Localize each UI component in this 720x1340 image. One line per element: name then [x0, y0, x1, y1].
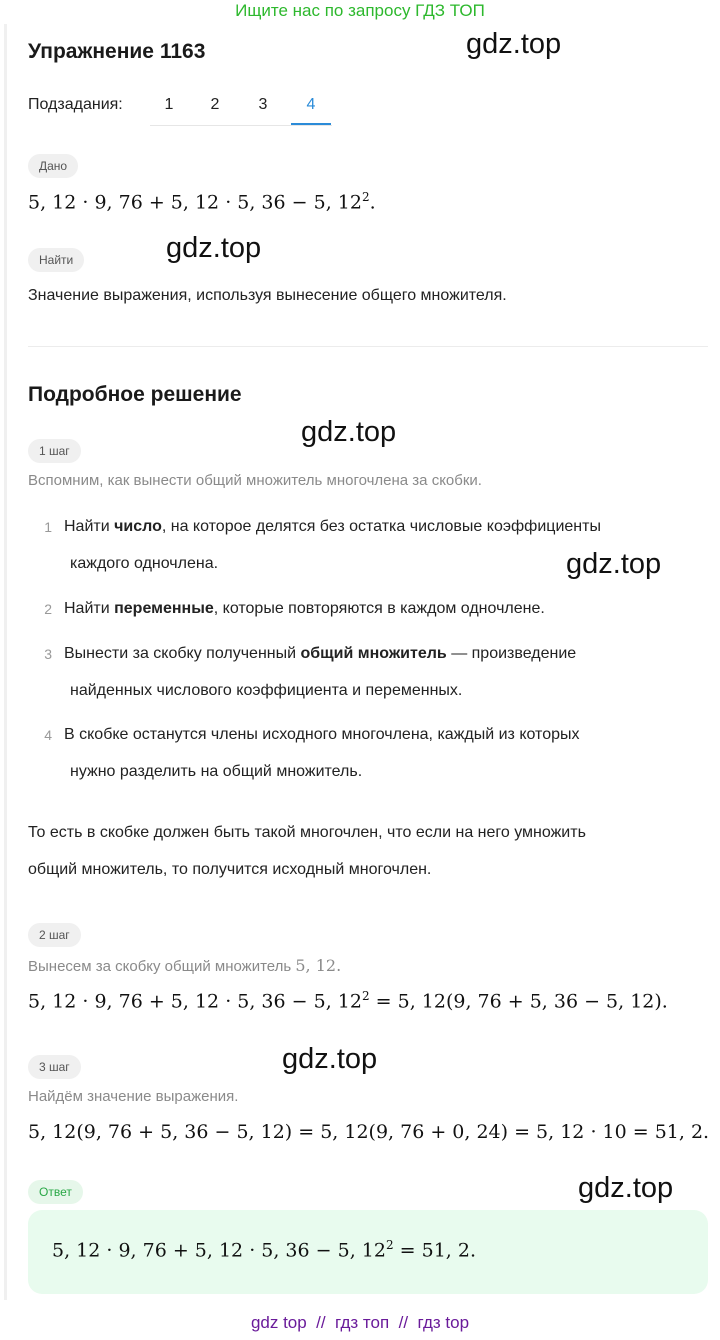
step-2-expression: 5, 12 · 9, 76 + 5, 12 · 5, 36 − 5, $12^2 = 5$, 12(9, 76 + 5, 36 − 5, 12). [28, 989, 668, 1013]
tab-subtask-1[interactable]: 1 [164, 96, 174, 113]
find-badge: Найти [28, 248, 84, 272]
given-badge: Дано [28, 154, 78, 178]
list-item-number: 1 [44, 519, 52, 535]
list-item: Найти переменные, которые повторяются в каждом одночлене. [64, 600, 545, 617]
find-text: Значение выражения, используя вынесение общего множителя. [28, 287, 507, 304]
step-2-badge: 2 шаг [28, 923, 81, 947]
list-item-number: 2 [44, 601, 52, 617]
list-item: Вынести за скобку полученный общий множитель — произведение [64, 645, 577, 662]
step-2-intro: Вынесем за скобку общий множитель 5, 12. [28, 956, 342, 975]
step-3-badge: 3 шаг [28, 1055, 81, 1079]
footer-links[interactable]: gdz top // гдз топ // гдз top [250, 1313, 470, 1332]
step-3-intro: Найдём значение выражения. [28, 1088, 239, 1105]
answer-expression: 5, 12 · 9, 76 + 5, 12 · 5, 36 − 5, $12^2 = 51$, 2. [52, 1238, 476, 1262]
tab-subtask-4[interactable]: 4 [306, 96, 316, 113]
tabs-baseline [150, 125, 332, 126]
given-expression: 5, 12 · 9, 76 + 5, 12 · 5, 36 − 5, $12^2$. [28, 190, 376, 214]
step-3-expression: 5, 12(9, 76 + 5, 36 − 5, 12) = 5, 12(9, 76 + 0, 24) = 5, 12 · 10 = 51, 2. [28, 1121, 710, 1143]
list-item-continuation: каждого одночлена. [70, 555, 219, 572]
list-item-continuation: найденных числового коэффициента и переменных. [70, 682, 463, 699]
active-tab-indicator [291, 123, 331, 125]
answer-badge: Ответ [28, 1180, 83, 1204]
tab-subtask-3[interactable]: 3 [258, 96, 268, 113]
watermark: gdz.top [282, 1043, 378, 1075]
section-divider [28, 346, 708, 347]
watermark: gdz.top [578, 1172, 674, 1204]
list-item: В скобке останутся члены исходного многочлена, каждый из которых [64, 726, 580, 743]
watermark: gdz.top [301, 416, 397, 448]
step-1-summary-line: общий множитель, то получится исходный многочлен. [28, 861, 432, 878]
watermark: gdz.top [166, 232, 262, 264]
watermark: gdz.top [566, 548, 662, 580]
step-1-summary-line: То есть в скобке должен быть такой многочлен, что если на него умножить [28, 824, 586, 841]
step-1-intro: Вспомним, как вынести общий множитель многочлена за скобки. [28, 472, 482, 489]
list-item-number: 3 [44, 646, 52, 662]
solution-title: Подробное решение [28, 383, 242, 406]
tab-subtask-2[interactable]: 2 [210, 96, 220, 113]
exercise-title: Упражнение 1163 [28, 40, 206, 63]
watermark: gdz.top [466, 28, 562, 60]
search-banner: Ищите нас по запросу ГДЗ ТОП [235, 1, 485, 20]
subtasks-label: Подзадания: [28, 96, 123, 113]
list-item-continuation: нужно разделить на общий множитель. [70, 763, 363, 780]
list-item: Найти число, на которое делятся без остатка числовые коэффициенты [64, 518, 601, 535]
list-item-number: 4 [44, 727, 52, 743]
step-1-badge: 1 шаг [28, 439, 81, 463]
